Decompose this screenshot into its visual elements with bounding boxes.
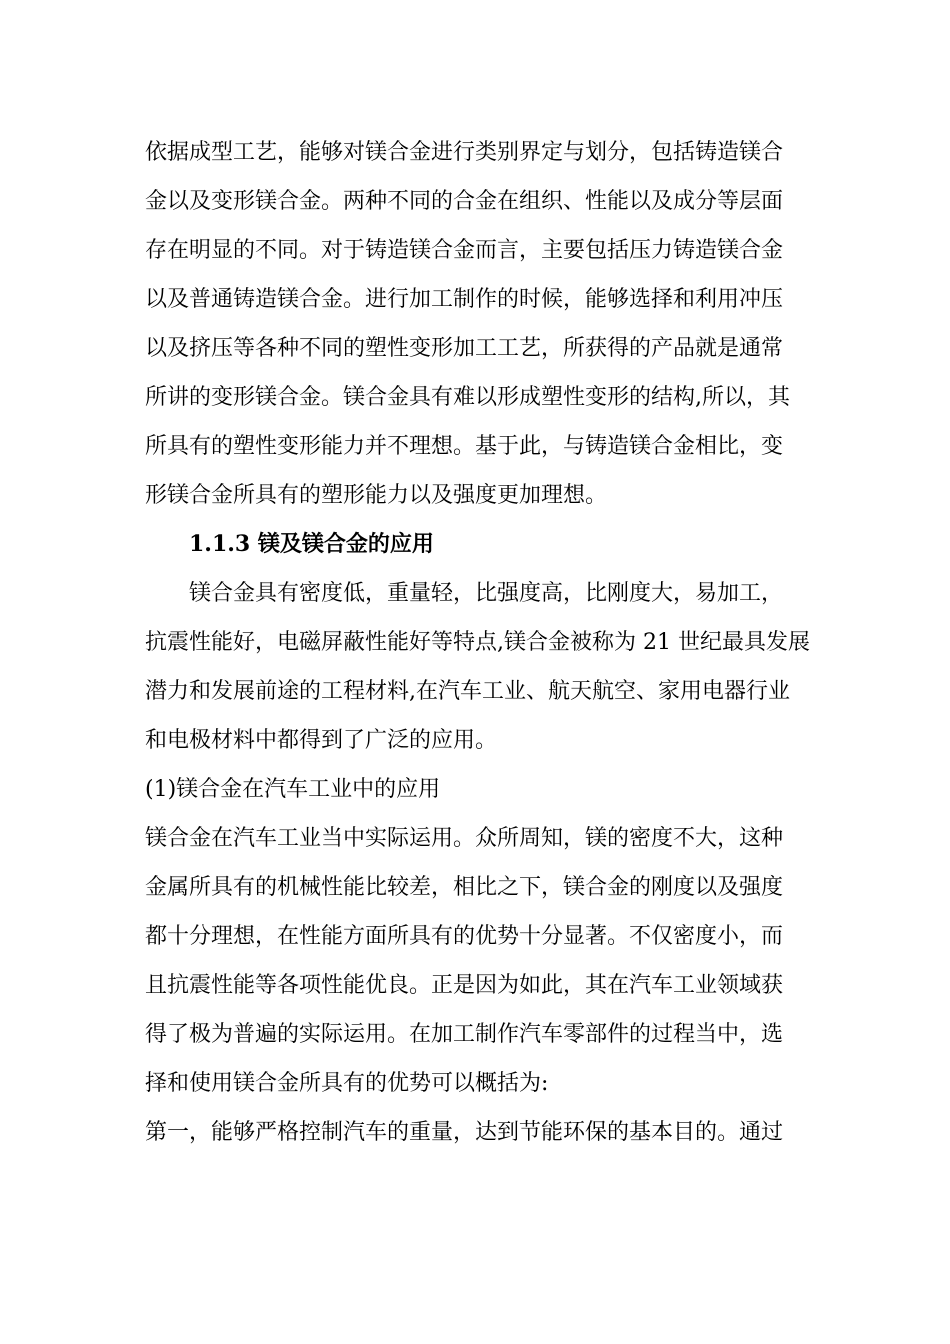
- paragraph-line: 形镁合金所具有的塑形能力以及强度更加理想。: [145, 483, 608, 508]
- paragraph-line: 抗震性能好，电磁屏蔽性能好等特点,镁合金被称为 21 世纪最具发展: [145, 630, 810, 655]
- paragraph-line: 以及挤压等各种不同的塑性变形加工工艺，所获得的产品就是通常: [145, 336, 784, 361]
- paragraph-line: 潜力和发展前途的工程材料,在汽车工业、航天航空、家用电器行业: [145, 679, 790, 704]
- subheading: (1)镁合金在汽车工业中的应用: [145, 777, 441, 802]
- paragraph-line: 依据成型工艺，能够对镁合金进行类别界定与划分，包括铸造镁合: [145, 140, 784, 165]
- paragraph-line: 镁合金在汽车工业当中实际运用。众所周知，镁的密度不大，这种: [145, 826, 784, 851]
- paragraph-line: 且抗震性能等各项性能优良。正是因为如此，其在汽车工业领域获: [145, 973, 784, 998]
- paragraph-line: 和电极材料中都得到了广泛的应用。: [145, 728, 498, 753]
- paragraph-line: 第一，能够严格控制汽车的重量，达到节能环保的基本目的。通过: [145, 1120, 784, 1145]
- paragraph-line: 得了极为普遍的实际运用。在加工制作汽车零部件的过程当中，选: [145, 1022, 784, 1047]
- paragraph-line: 以及普通铸造镁合金。进行加工制作的时候，能够选择和利用冲压: [145, 287, 784, 312]
- paragraph-line: 金以及变形镁合金。两种不同的合金在组织、性能以及成分等层面: [145, 189, 784, 214]
- paragraph-line: 都十分理想，在性能方面所具有的优势十分显著。不仅密度小，而: [145, 924, 784, 949]
- paragraph-line: 镁合金具有密度低，重量轻，比强度高，比刚度大，易加工，: [189, 581, 784, 606]
- section-heading: 1.1.3 镁及镁合金的应用: [189, 531, 434, 557]
- body-text: [145, 128, 810, 1157]
- paragraph-line: 金属所具有的机械性能比较差，相比之下，镁合金的刚度以及强度: [145, 875, 784, 900]
- paragraph-line: 所具有的塑性变形能力并不理想。基于此，与铸造镁合金相比，变: [145, 434, 784, 459]
- paragraph-line: 择和使用镁合金所具有的优势可以概括为:: [145, 1071, 549, 1096]
- paragraph-line: 存在明显的不同。对于铸造镁合金而言，主要包括压力铸造镁合金: [145, 238, 784, 263]
- paragraph-line: 所讲的变形镁合金。镁合金具有难以形成塑性变形的结构,所以，其: [145, 385, 790, 410]
